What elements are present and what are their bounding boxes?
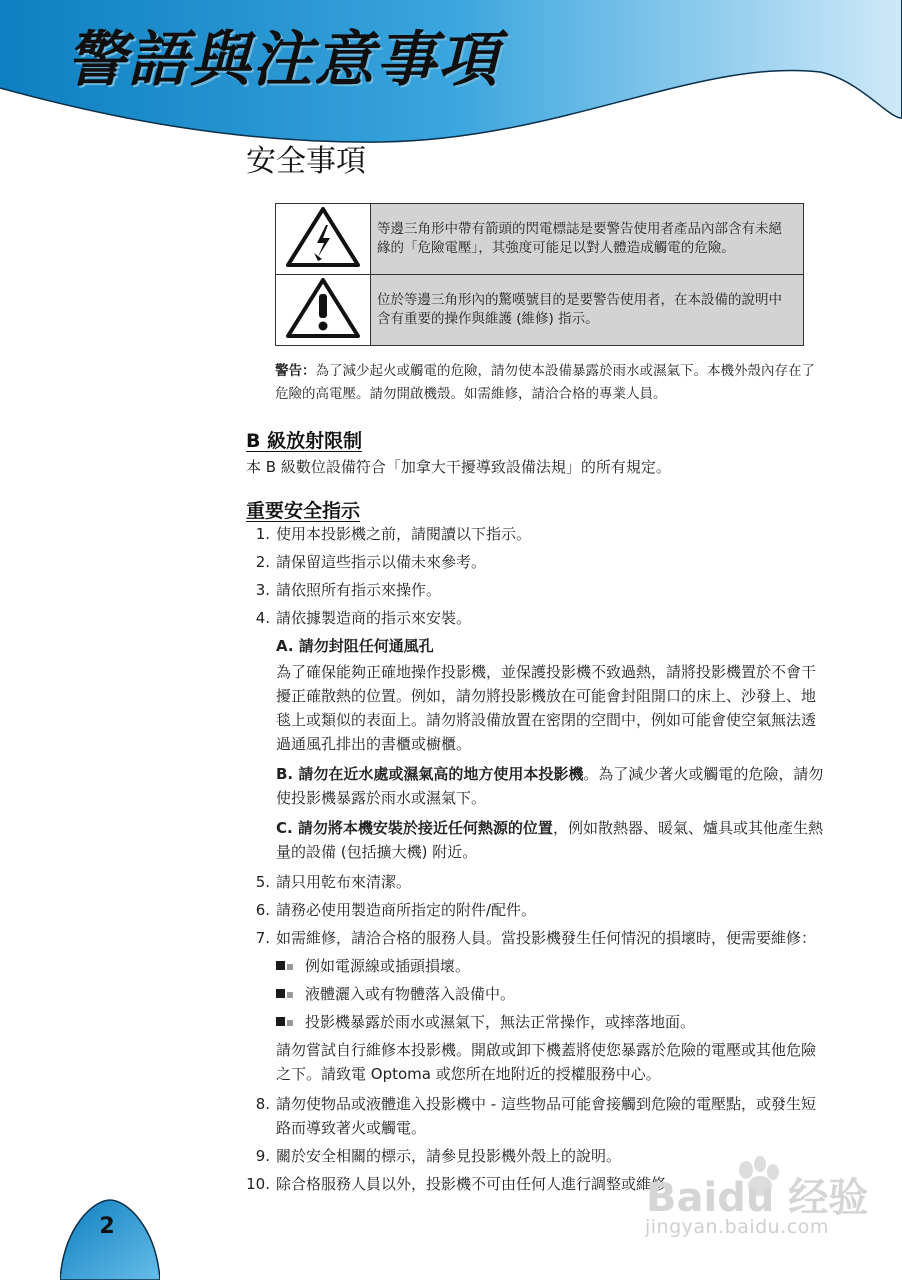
subitem-b-text: 。為了減少著火或觸電的危險，請勿使投影機暴露於雨水或濕氣下。 <box>276 765 824 807</box>
bullet-text: 例如電源線或插頭損壞。 <box>305 957 471 975</box>
watermark-url: jingyan.baidu.com <box>645 1216 829 1238</box>
item-text: 請只用乾布來清潔。 <box>276 873 412 891</box>
list-item <box>246 1092 826 1140</box>
list-item <box>246 550 826 574</box>
list-item <box>246 578 826 602</box>
item-number: 5. <box>255 873 270 891</box>
header-title: 警語與注意事項 <box>66 25 500 95</box>
watermark-brand: Baidu 经验 <box>646 1175 869 1221</box>
subitem-a-text: 為了確保能夠正確地操作投影機，並保護投影機不致過熱，請將投影機置於不會干擾正確散熱的位置。例如，請勿將投影機放在可能會封阻開口的床上、沙發上、地毯上或類似的表面上。請勿將設備放置在密閉的空間中，例如可能會使空氣無法透過通風孔排出的書櫃或櫥櫃。 <box>276 663 817 753</box>
list-item <box>246 898 826 922</box>
subitem-c-title: C. 請勿將本機安裝於接近任何熱源的位置 <box>276 819 553 837</box>
item-number: 2. <box>255 553 270 571</box>
list-item <box>246 870 826 894</box>
exclamation-warning-icon <box>284 276 362 340</box>
bullet-icon <box>276 1016 296 1028</box>
bullet-text: 液體灑入或有物體落入設備中。 <box>305 985 516 1003</box>
bullet-item <box>246 982 826 1006</box>
item-text: 請勿使物品或液體進入投影機中 - 這些物品可能會接觸到危險的電壓點，或發生短路而導致著火或觸電。 <box>276 1095 816 1137</box>
list-item <box>246 522 826 546</box>
item-number: 4. <box>255 609 270 627</box>
item-text: 請保留這些指示以備未來參考。 <box>276 553 487 571</box>
item-number: 8. <box>255 1095 270 1113</box>
subitem-a-title: A. 請勿封阻任何通風孔 <box>276 637 434 655</box>
subitem-c <box>246 816 826 864</box>
item-text: 如需維修，請洽合格的服務人員。當投影機發生任何情況的損壞時，便需要維修： <box>276 929 817 947</box>
bullet-text: 投影機暴露於雨水或濕氣下，無法正常操作，或摔落地面。 <box>305 1013 696 1031</box>
bullet-item <box>246 1010 826 1034</box>
item-text: 請依照所有指示來操作。 <box>276 581 442 599</box>
warning-label: 警告： <box>275 363 316 379</box>
list-item <box>246 926 826 950</box>
safety-instructions-heading: 重要安全指示 <box>246 500 361 522</box>
electric-shock-warning-icon <box>284 205 362 269</box>
warning-text: 位於等邊三角形內的驚嘆號目的是要警告使用者，在本設備的說明中含有重要的操作與維護 (維修) 指示。 <box>371 275 804 346</box>
subitem-c-text: ，例如散熱器、暖氣、爐具或其他產生熱量的設備 (包括擴大機) 附近。 <box>276 819 823 861</box>
class-b-text: 本 B 級數位設備符合「加拿大干擾導致設備法規」的所有規定。 <box>246 458 671 476</box>
warning-row <box>276 275 804 346</box>
warning-symbol-cell <box>276 204 371 275</box>
item-number: 9. <box>255 1147 270 1165</box>
item-text: 請依據製造商的指示來安裝。 <box>276 609 472 627</box>
item-text: 請務必使用製造商所指定的附件/配件。 <box>276 901 537 919</box>
section-title: 安全事項 <box>246 144 366 179</box>
item-number: 3. <box>255 581 270 599</box>
bullet-icon <box>276 960 296 972</box>
page-number: 2 <box>99 1214 115 1239</box>
warning-symbol-cell <box>276 275 371 346</box>
class-b-heading: B 級放射限制 <box>246 430 363 452</box>
subitem-b-title: B. 請勿在近水處或濕氣高的地方使用本投影機 <box>276 765 584 783</box>
bullet-item <box>246 954 826 978</box>
warning-text: 等邊三角形中帶有箭頭的閃電標誌是要警告使用者產品內部含有未絕緣的「危險電壓」，其強度可能足以對人體造成觸電的危險。 <box>371 204 804 275</box>
warning-symbol-table <box>275 203 804 346</box>
item-text: 關於安全相關的標示，請參見投影機外殼上的說明。 <box>276 1147 622 1165</box>
item-number: 1. <box>255 525 270 543</box>
warning-note-text: 為了減少起火或觸電的危險，請勿使本設備暴露於雨水或濕氣下。本機外殼內存在了危險的高電壓。請勿開啟機殼。如需維修，請洽合格的專業人員。 <box>275 363 815 402</box>
warning-note <box>275 360 823 406</box>
safety-instructions-list <box>246 522 826 1200</box>
item7-note: 請勿嘗試自行維修本投影機。開啟或卸下機蓋將使您暴露於危險的電壓或其他危險之下。請致電 Optoma 或您所在地附近的授權服務中心。 <box>276 1041 817 1083</box>
bullet-icon <box>276 988 296 1000</box>
item-number: 6. <box>255 901 270 919</box>
item-number: 10. <box>246 1175 270 1193</box>
warning-row <box>276 204 804 275</box>
item-number: 7. <box>255 929 270 947</box>
item-text: 使用本投影機之前，請閱讀以下指示。 <box>276 525 532 543</box>
list-item <box>246 606 826 630</box>
subitem-b <box>246 762 826 810</box>
item-text: 除合格服務人員以外，投影機不可由任何人進行調整或維修。 <box>276 1175 682 1193</box>
